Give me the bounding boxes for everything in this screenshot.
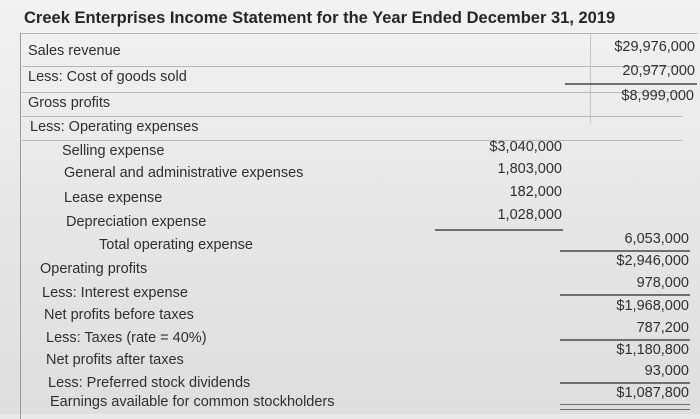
- amount-earnings-available-common: $1,087,800: [616, 385, 689, 401]
- amount-selling-expense: $3,040,000: [489, 139, 562, 155]
- row-divider: [22, 66, 682, 67]
- label-general-admin-expenses: General and administrative expenses: [64, 165, 304, 181]
- amount-lease-expense: 182,000: [509, 184, 562, 200]
- amount-taxes: 787,200: [636, 320, 689, 336]
- label-net-profits-after-taxes: Net profits after taxes: [46, 352, 184, 368]
- label-depreciation-expense: Depreciation expense: [66, 214, 207, 230]
- subtotal-rule: [560, 382, 690, 384]
- subtotal-rule: [560, 339, 690, 341]
- amount-general-admin-expenses: 1,803,000: [497, 161, 562, 177]
- label-operating-expenses: Less: Operating expenses: [30, 119, 199, 135]
- amount-total-operating-expense: 6,053,000: [624, 231, 689, 247]
- statement-title: Creek Enterprises Income Statement for the Year Ended December 31, 2019: [24, 9, 616, 27]
- subtotal-rule: [435, 229, 563, 231]
- amount-net-profits-after-taxes: $1,180,800: [616, 342, 689, 358]
- amount-preferred-stock-dividends: 93,000: [644, 363, 689, 379]
- row-divider: [22, 116, 682, 117]
- row-divider: [22, 140, 682, 141]
- label-preferred-stock-dividends: Less: Preferred stock dividends: [48, 375, 251, 391]
- amount-sales-revenue: $29,976,000: [614, 39, 695, 55]
- label-total-operating-expense: Total operating expense: [99, 237, 253, 253]
- amount-interest-expense: 978,000: [636, 275, 689, 291]
- subtotal-rule: [560, 294, 690, 296]
- amount-operating-profits: $2,946,000: [616, 253, 689, 269]
- label-earnings-available-common: Earnings available for common stockholders: [50, 394, 335, 410]
- subtotal-rule: [565, 83, 697, 85]
- label-cost-of-goods-sold: Less: Cost of goods sold: [28, 69, 187, 85]
- total-double-rule: [560, 404, 690, 410]
- label-sales-revenue: Sales revenue: [28, 43, 121, 59]
- label-taxes: Less: Taxes (rate = 40%): [46, 330, 207, 346]
- row-divider: [22, 92, 682, 93]
- amount-depreciation-expense: 1,028,000: [497, 207, 562, 223]
- label-operating-profits: Operating profits: [40, 261, 148, 277]
- label-net-profits-before-taxes: Net profits before taxes: [44, 307, 194, 323]
- label-gross-profits: Gross profits: [28, 95, 111, 111]
- amount-net-profits-before-taxes: $1,968,000: [616, 298, 689, 314]
- amount-gross-profits: $8,999,000: [621, 88, 694, 104]
- label-lease-expense: Lease expense: [64, 190, 163, 206]
- label-selling-expense: Selling expense: [62, 143, 165, 159]
- subtotal-rule: [560, 250, 690, 252]
- column-divider: [590, 33, 591, 123]
- label-interest-expense: Less: Interest expense: [42, 285, 188, 301]
- amount-cost-of-goods-sold: 20,977,000: [622, 63, 695, 79]
